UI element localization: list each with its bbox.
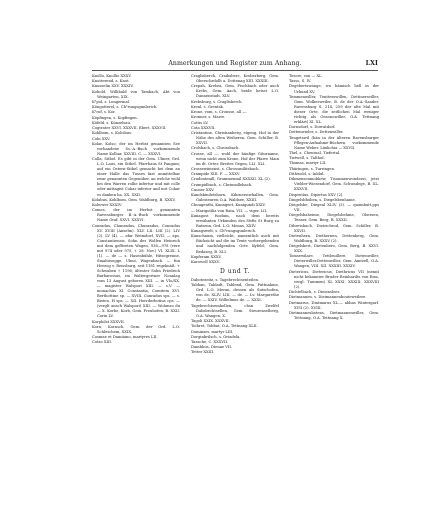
register-entry: Dominars, martyr LIII. [191,329,234,334]
register-entry: Kunagost fsodum, nach dem bereits erwähnten Urkunden des Stifts St Burg zu Ratsrnn, Grd. L.O. Menas, XXIV. [191,213,279,228]
register-entry: Tengetswil (hän in der älteren Ravensburger Pflegen-Aufnahme-Büchern vorkommende Name Weber. Lüxlichia — XXVII. [289,135,379,150]
register-column-middle [191,74,279,356]
register-entry: Temmenwiller, Tenttesswillen, Dettinerseiller, Gem. Wolkesweiler, B. de der O.A.-Sander. Ravensburg S. 214, 259 der alte Mal mit dieser Orte, die zeitlichen Mal weniger richtig als Onsonowiller, O.A. Tettnang erklärt) XI. XL. [289,94,379,124]
register-entry: Conradus, Chunradus, Chunradus, Conradus XV. XVIII (Anselm). XLV. LII. LIII (2). LIV (2). LV (4). — afar Weimdorf, XVII. — aps. Constantiensis, Sohn des Wolfen Heinrich mit dem gefltreten Wagen, 936—978 (vere mit 974 oder 975, † 28. Nov.) VI. XLIX. L (1). — de — s. Hasenbühle, Hitsegrenne, Smaltusegge, Ulmo, Wagenbach. — fun Herzog v. Reissburg, seit 1181 regelmäß. + Schwaben † 1196; ältester Sohn Friedrich Barbarossas, im Waltergertner Nonnlag vom 13 August geboren XIII. — in VIo/XX. — magister Walspori XIII. — s.V. — monachus XI. Constantia, Comitem XVI. Berthottine sp. — XVIII. Conradus sps. — s. Bisten. H sps. — XII. Herrderbotius cps. — (verglt ausch Walspori) XIII. — Wolunzo du — X. Korbe, Korb, Gem. Freuhofen, B. XXII. Corin LV. [92,223,180,319]
register-entry: Kʰpol, s. Longermal. [92,99,131,104]
register-entry: Dettenwieler, s. Dettenwiller. [289,130,344,135]
register-entry: Crumpidbach, s. Chrimsdlebach. [191,182,253,187]
register-entry: Cotzo XIII. [92,340,113,345]
register-entry: Dabotezeitz, s. Tagebrechtsenteilen. [191,278,260,283]
register-entry: Dithwold, s. Inldul. [289,171,325,176]
register-entry: Knollo, Knollio XXXV. [92,74,132,78]
register-entry: Crossewimenst, s. Chrossmilitsbach. [191,166,260,171]
register-entry: Colla, Sitbel. Es gibt in der Gem. Ulmer, Grd. L.O. Laus, ein Sitbel. Pfarrhaus St Fangum; auf ein Ostern-Sitbel gemacht bei dem an einer Halle das Tusses fast unmittelbar zwar genannten Gegenüber, an welche wohl bei den Warren rollie infertur und mit colle oder mittagist Cohar inferior und mit Cohar es danken ba. XX. XXII. [92,157,180,197]
register-entry: Krebsburg, s. Craglisberch. [191,99,243,104]
register-column-right [289,74,379,321]
register-entry: Chuugenthi, Kunageet, Kunigundi XXIV. [191,203,266,208]
register-entry: Dibretsbach, Dietrichrod, Gem. Schiller, B. XXVII. [289,223,379,233]
register-entry: Krenl, s. Grentsk. [191,104,224,109]
register-entry: Thel, s. Chentual, Tiefertal. [289,151,341,156]
register-entry: Dietmannen, s. Dieimannenbouteweilere. [289,295,367,300]
register-entry: Kobold, Willibald von Tambach, Abt von Weingarten, XIX. [92,89,180,99]
register-entry: Cuoner XXV. [191,187,215,192]
register-entry: Tesore, von — XL. [289,74,323,78]
register-entry: Kunschaum, vielleicht, namentlich auch mit Rücksicht auf die im Texte vorhergehenden und nachfolgenden Orte Kyfeld, Gem. Bedaseg, B. XLI. [191,234,279,254]
register-entry: Kolabus, Kohlbom, Gem. Waldburg, B. XXXV. [92,197,176,202]
register-column-left [92,74,180,346]
register-entry: Kupferam XXXV. [191,254,222,259]
register-entry: Crepah, Krebra, Gem. Fischbach oder auch Krebs, Gem. Aach, beide heisst L.O. Dannenstadt, XLV. [191,84,279,99]
register-entry: Kohlbom, s. Kolcibus. [92,131,133,136]
register-entry: Dingelsbhoben, s. Diegelsbenhame. [289,197,356,202]
register-entry: — Marigotiliz von Rata, VII. — viger. LII. [191,208,268,213]
register-entry: Tomsewilare, Tettleuillere, Dietenwiller, Dieterwiller,Dettenwiller, Gem. Amtzell, O.A. Wangen, VIII. XII. XXXIII. XXXIV. [289,254,379,269]
register-entry: Thomas, martyr LII. [289,161,327,166]
register-entry: Diegelsbert, Dietenbero, Gem. Berg, B. XXVI. XXX. [289,244,379,254]
register-entry: Dornsdorf, s. Dorratdorf. [289,125,336,130]
register-entry: Cosmae et Damiiano, martyres LII. [92,335,158,340]
register-entry: Coln XXV. [92,136,111,141]
register-entry: Diegelsbe, Diegeal XLIV (3). — quombatt.pps VII. [289,202,379,213]
register-entry: Crampide XIII. F. — XXXV. [191,172,241,177]
register-entry: Cottis LV. [191,120,209,125]
register-entry: Dietmarus, Dintmarus XL.— abbas Wintergarf. XVII (2). XVIII. [289,300,379,310]
register-entry: Tagoli XXIX. XXXVII. [191,319,230,324]
register-entry: Kunagswelt, s. Chʰrungsgunlerich. [191,229,257,234]
register-entry: Kronner, s. Marre. [191,115,226,120]
register-entry: Krone, vom, s. Cronsse, all —. [191,110,248,115]
register-entry: Crolsbach, s. Chrossbach. [191,146,240,151]
register-entry: Kolar, Kolso; der im Herbst genannten See vorhandene Ss.-A.-Buch vorkommende Name Kolbar, XXVIII. C. — XXXVI. [92,141,180,156]
register-entry: Cota XXXVII. [191,125,216,130]
register-entry: Knusselin XXV. XXXIV. [92,84,134,89]
register-entry: Dikmensenmobhew, Tisonmenwonderst, jetzt Vielder-Wiesendorf, Gem. Schwadege, B. XL. XXXVII. [289,177,379,192]
register-entry: Cogtrater XXVI. XXXVII. Ebert. XXXVII. [92,126,167,131]
register-entry: Kolwwer XXXIV. [92,202,123,207]
page-number: LXI [365,60,378,67]
register-entry: Toibret, Tobbat, O.A. Tettnang XLII. [191,324,258,329]
register-entry: Kōpfingen, s. Kopfingen. [92,115,138,120]
register-entry: Dambhus, Dienae VII. [191,345,232,350]
register-entry: Degebertswange, wo hämisch hell in der Urkund XV. [289,84,379,94]
register-entry: Kʰrof, s. Kor. [92,110,116,115]
register-entry: Comes, der im Herbst genannten Ravensburger B.-A.-Buch vorkommende Name Graf, XXVI. XXXVI. [92,208,180,223]
register-entry: Tabhan, Tabladt, Tablend, Gem. Fattnahme, Grd. L.O. Meran, dessen als Sutschofen, von de. XLIV. LIII. — de. — Lv. Margarethe de. — XXIV. Wilhelmus de. — XXXI. [191,283,279,303]
register-entry: Knotterend, s. Knot. [92,79,130,84]
register-entry: Dispretius, Dipertus XXV (2). [289,192,344,197]
register-entry: Kōngotterel, s. Chʰrungsgunlerich. [92,105,158,110]
register-entry: Cristantine, Christianberg, eigeng. Hof in der Nähe des alten Weiheren, Gem. Schiller, B. XXVII. [191,131,279,146]
header-rule [92,70,378,71]
header-title: Anmerkungen und Register zum Anhang. [168,60,302,67]
section-heading: D und T. [219,268,251,276]
register-entry: Dietenhern, Diethernen, Dettenberg, Gem. Waldburg, B. XXXV (2). [289,233,379,243]
register-entry: Dichtelbach, s. Dieiensleer. [289,290,341,295]
register-entry: Tasso, S. IV. [289,79,312,84]
register-entry: Kurowell XXXV. [191,260,220,264]
register-entry: Korphilst XXXVII. [92,319,125,324]
register-entry: Crudentenill, Grummenmil XXXXII. XL (2). [191,177,271,182]
register-entry: Kundskindetshorn, Kihrnersiwhallen, Gem. Galeiseuren O.A. Waldsee, XXIII. [191,193,279,203]
register-entry: Kōfeld, s. Künzelsau. [92,120,132,125]
register-entry: Korn, Kornsch, Gem. der Grd. L.O. Schleschem, XXIX. [92,324,180,334]
register-entry: Dietmannesbatens, Dietmannenwiller, Gem. Tettnang, O.A. Tettnang X. [289,310,379,320]
register-entry: Diegelsbaheime, Diegelsbehme, Obersen, Tenser, Gem. Berg, B. XXXII. [289,213,379,223]
register-entry: Crosse, all —, wohl der häufige Giturname, wenn nicht zum Krone, Hof der Pfarre Main im dt. Orter, Breites Gegen, LLI. XLI. [191,151,279,166]
register-entry: Tagebrechtsemhellen, chsn Zwelfel Dabsbechtsellen, Gem. Steurenselberg, O.A. Wangen, X. [191,303,279,318]
register-entry: Thüringen, s. Turringen. [289,166,336,171]
register-entry: Dorginbrilsch, s. Oriadela. [191,334,241,339]
register-entry: Tazache, C. XXXVII. [191,339,229,344]
register-entry: Craglisberch, Craibsberc, Kroberberg, Gem. Oberschrdollt a. Dottenag XIII. XXXIII. [191,74,279,84]
register-entry: Tetter XXIII. [191,350,215,355]
register-entry: Tietwell, s. Talthof. [289,156,325,161]
register-entry: Dietericus, Dietericus, Diethricus VII (nennt nicht bekannter Bruder Reinhardts von Ems, vergl. Tummen) XL XXXI. XXXIII. XXXVIII (2). [289,269,379,289]
running-header [92,60,378,67]
